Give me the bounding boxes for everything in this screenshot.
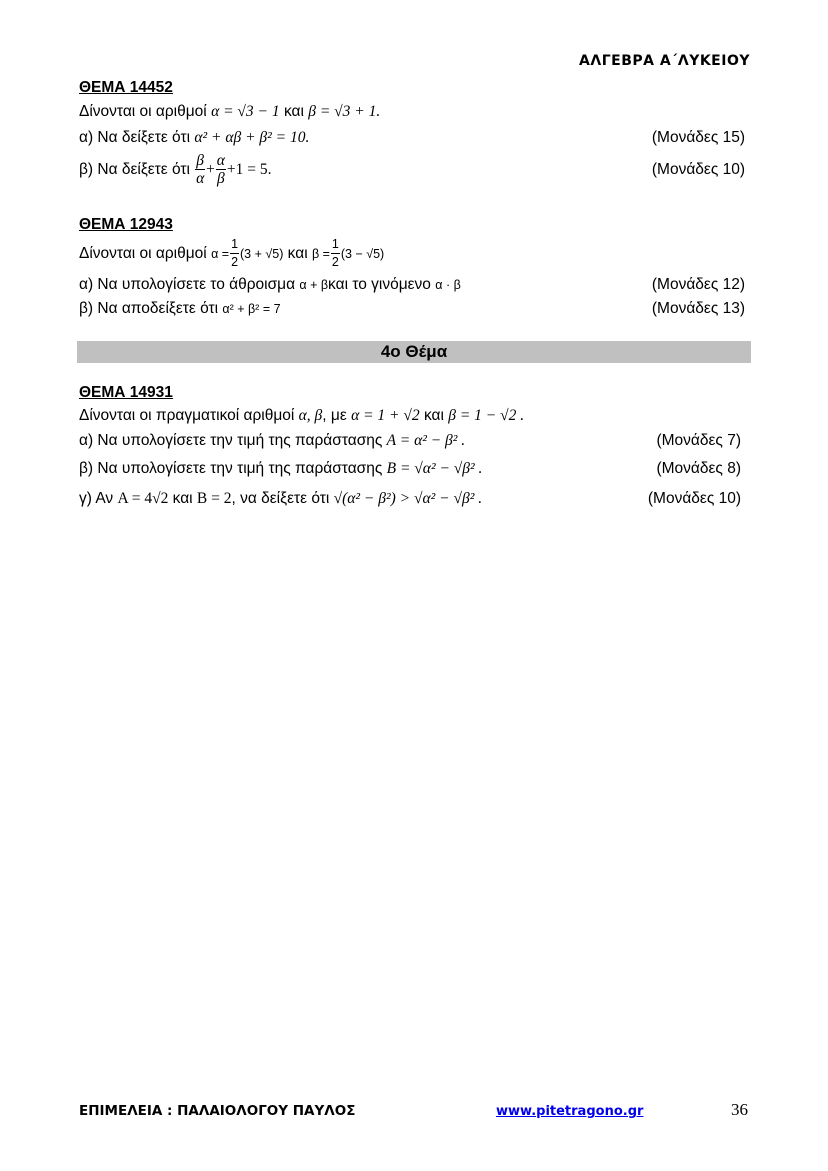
question-a bbox=[79, 128, 309, 148]
topic-intro bbox=[79, 102, 380, 122]
and-text: και bbox=[283, 103, 304, 120]
and-text: και bbox=[423, 407, 444, 424]
numerator: β bbox=[196, 152, 205, 170]
question-text: γ) Αν bbox=[79, 490, 114, 507]
numerator: α bbox=[216, 152, 225, 170]
question-text: α) Να υπολογίσετε το άθροισμα bbox=[79, 276, 296, 293]
points: (Μονάδες 13) bbox=[651, 300, 745, 317]
topic-intro bbox=[79, 406, 524, 426]
math-expression: √(α² − β²) > √α² − √β² . bbox=[333, 490, 483, 507]
points: (Μονάδες 15) bbox=[651, 129, 745, 146]
intro-text: Δίνονται οι αριθμοί bbox=[79, 245, 207, 262]
fraction bbox=[331, 236, 340, 271]
math-lhs: β = bbox=[311, 247, 330, 261]
question-text: α) Να δείξετε ότι bbox=[79, 129, 191, 146]
math-rhs: (3 + √5) bbox=[240, 247, 284, 261]
page-number: 36 bbox=[731, 1100, 748, 1119]
topic-title: ΘΕΜΑ 14931 bbox=[79, 384, 173, 401]
and-text: και bbox=[287, 245, 308, 262]
math-lhs: α = bbox=[211, 247, 230, 261]
question-b bbox=[79, 459, 482, 479]
math-alpha-def: α = 1 + √2 bbox=[351, 407, 420, 424]
math-expression: α² + β² = 7 bbox=[222, 302, 281, 316]
math-expression: α + β bbox=[299, 278, 329, 292]
denominator: 2 bbox=[231, 255, 239, 270]
question-c bbox=[79, 489, 482, 509]
fraction bbox=[230, 236, 239, 271]
points: (Μονάδες 8) bbox=[656, 460, 741, 477]
and-text: και bbox=[172, 490, 193, 507]
with-text: , με bbox=[322, 407, 347, 424]
topic-title: ΘΕΜΑ 14452 bbox=[79, 79, 173, 96]
math-expression: Β = 2 bbox=[196, 490, 232, 507]
intro-text: Δίνονται οι πραγματικοί αριθμοί bbox=[79, 407, 295, 424]
question-text: α) Να υπολογίσετε την τιμή της παράστασης bbox=[79, 432, 383, 449]
footer-author: ΕΠΙΜΕΛΕΙΑ : ΠΑΛΑΙΟΛΟΓΟΥ ΠΑΥΛΟΣ bbox=[79, 1103, 356, 1119]
math-beta-def: β = √3 + 1. bbox=[308, 103, 381, 120]
denominator: 2 bbox=[331, 255, 339, 270]
points: (Μονάδες 7) bbox=[656, 432, 741, 449]
math-alpha-def: α = √3 − 1 bbox=[211, 103, 280, 120]
math-expression: Α = α² − β² . bbox=[386, 432, 466, 449]
question-b: β) Να δείξετε ότι $\frac{\beta}{\alpha}$ + $\frac{\alpha}{\beta}$ +1 = 5. bbox=[79, 152, 272, 188]
fraction bbox=[195, 152, 205, 187]
math-beta-def: β = 1 − √2 . bbox=[448, 407, 525, 424]
question-a bbox=[79, 275, 461, 295]
question-text: , να δείξετε ότι bbox=[231, 490, 330, 507]
math-expression: Β = √α² − √β² . bbox=[386, 460, 483, 477]
question-a bbox=[79, 431, 465, 451]
points: (Μονάδες 10) bbox=[647, 490, 741, 507]
fraction bbox=[216, 152, 226, 187]
section-heading: 4ο Θέμα bbox=[77, 341, 751, 363]
footer-link[interactable]: www.pitetragono.gr bbox=[496, 1104, 644, 1119]
question-text: β) Να αποδείξετε ότι bbox=[79, 300, 219, 317]
question-text: β) Να δείξετε ότι bbox=[79, 161, 190, 178]
denominator: α bbox=[196, 170, 205, 188]
points: (Μονάδες 12) bbox=[651, 276, 745, 293]
intro-text: Δίνονται οι αριθμοί bbox=[79, 103, 207, 120]
question-text: β) Να υπολογίσετε την τιμή της παράστασης bbox=[79, 460, 383, 477]
topic-title: ΘΕΜΑ 12943 bbox=[79, 216, 173, 233]
question-text: και το γινόμενο bbox=[328, 276, 431, 293]
math-expression: α · β bbox=[435, 278, 461, 292]
running-header: ΑΛΓΕΒΡΑ Α΄ΛΥΚΕΙΟΥ bbox=[579, 53, 750, 69]
math-rhs: (3 − √5) bbox=[340, 247, 385, 261]
math-expression: +1 = 5. bbox=[226, 161, 272, 178]
topic-intro bbox=[79, 236, 384, 272]
denominator: β bbox=[216, 170, 225, 188]
points: (Μονάδες 10) bbox=[651, 161, 745, 178]
math-vars: α, β bbox=[298, 407, 323, 424]
question-b bbox=[79, 299, 281, 319]
numerator: 1 bbox=[230, 236, 239, 254]
math-expression: α² + αβ + β² = 10. bbox=[194, 129, 310, 146]
math-expression: Α = 4√2 bbox=[117, 490, 169, 507]
numerator: 1 bbox=[331, 236, 340, 254]
